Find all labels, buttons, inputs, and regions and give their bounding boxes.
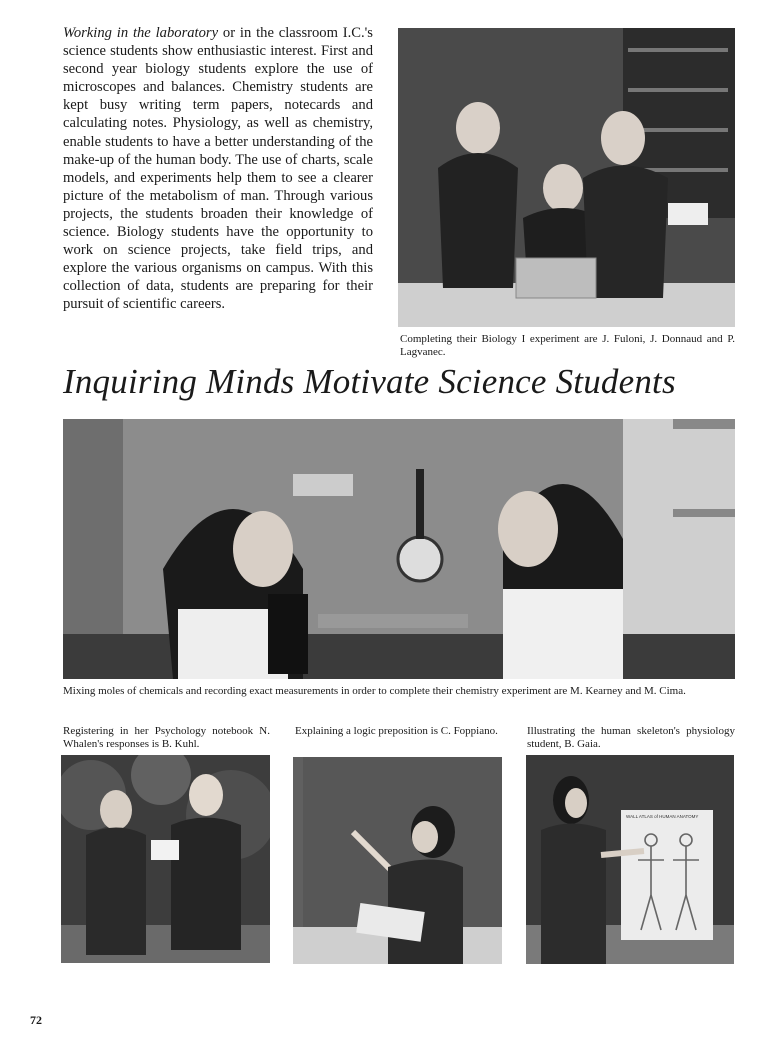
psychology-photo [61, 755, 270, 963]
chemistry-photo-caption: Mixing moles of chemicals and recording exact measurements in order to complete their chemistry experiment are M. Kearney and M. Cima. [63, 685, 686, 697]
page-headline: Inquiring Minds Motivate Science Students [63, 362, 676, 401]
logic-photo-caption: Explaining a logic preposition is C. Foppiano. [295, 725, 498, 737]
anatomy-chart-title: WALL ATLAS of HUMAN ANATOMY [626, 814, 699, 819]
physiology-photo [526, 755, 734, 964]
page-number: 72 [30, 1013, 42, 1027]
physiology-photo-caption: Illustrating the human skeleton's physiology student, B. Gaia. [527, 725, 735, 750]
biology-photo-caption: Completing their Biology I experiment are J. Fuloni, J. Donnaud and P. Lagvanec. [400, 333, 735, 358]
intro-lead: Working in the laboratory [63, 25, 219, 41]
biology-lab-photo [398, 28, 735, 327]
psychology-photo-caption: Registering in her Psychology notebook N. Whalen's responses is B. Kuhl. [63, 725, 270, 750]
intro-body: or in the classroom I.C.'s science students show enthusiastic interest. First and second year biology students explore the use of microscopes and balances. Chemistry students are kept busy writing term papers, notecards and calculating notes. Physiology, as well as chemistry, enable students to have a better understanding of the make-up of the human body. The use of charts, scale models, and experiments help them to see a clearer picture of the metabolism of man. Through various projects, the students broaden their knowledge of science. Biology students have the opportunity to work on science projects, take field trips, and explore the various organisms on campus. With this collection of data, students are preparing for their pursuit of scientific careers. [63, 25, 373, 313]
logic-photo [293, 757, 502, 964]
intro-paragraph [63, 24, 373, 314]
chemistry-lab-photo [63, 419, 735, 679]
